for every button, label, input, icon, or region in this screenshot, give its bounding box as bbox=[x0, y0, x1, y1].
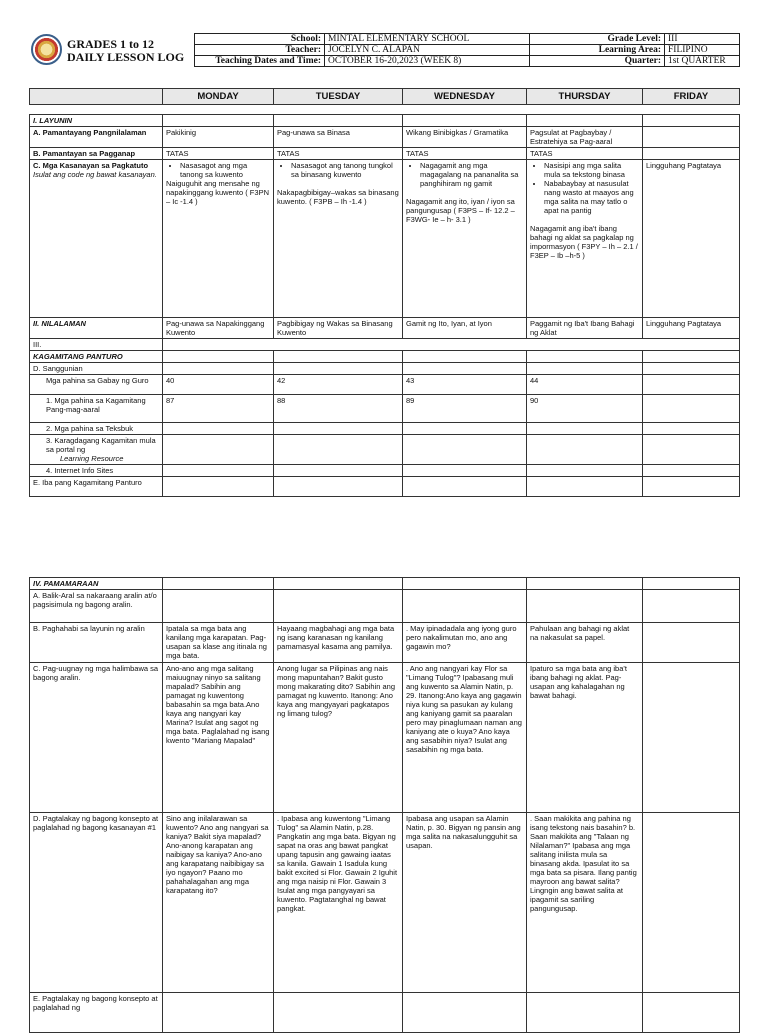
cell: Lingguhang Pagtataya bbox=[643, 318, 740, 339]
cell: Pakikinig bbox=[163, 127, 274, 148]
cell: . May ipinadadala ang iyong guro pero nakalimutan mo, ano ang gagawin mo? bbox=[403, 623, 527, 663]
dates-value: OCTOBER 16-20,2023 (WEEK 8) bbox=[325, 56, 530, 67]
school-label: School: bbox=[195, 34, 325, 45]
karagdagan-cell bbox=[30, 435, 163, 465]
table-row bbox=[30, 318, 740, 339]
cell: Ipabasa ang usapan sa Alamin Natin, p. 30. Bigyan ng pansin ang mga salita na nakasalungguhit sa usapan. bbox=[403, 813, 527, 993]
table-row bbox=[30, 590, 740, 623]
table-row bbox=[30, 115, 740, 127]
cell: Sino ang inilalarawan sa kuwento? Ano ang nangyari sa kaniya? Bakit siya mapalad? Ano-anong karapatan ang naibigay sa kaniya? Ano-ano ang karapatang naibibigay sa iyo ngayon? Paano mo pahahalagahan ang mga karapatang ito? bbox=[163, 813, 274, 993]
table-row bbox=[30, 623, 740, 663]
cell-text: Nakapagbibigay–wakas sa binasang kuwento. ( F3PB – Ih -1.4 ) bbox=[277, 188, 399, 206]
cell: Pahulaan ang bahagi ng aklat na nakasulat sa papel. bbox=[527, 623, 643, 663]
dates-label: Teaching Dates and Time: bbox=[195, 56, 325, 67]
cell: 44 bbox=[527, 375, 643, 395]
day-wednesday: WEDNESDAY bbox=[403, 89, 527, 105]
cell: 43 bbox=[403, 375, 527, 395]
cell: Anong lugar sa Pilipinas ang nais mong mapuntahan? Bakit gusto mong makarating dito? Sabihin ang pamagat ng kuwento. Itanong: Ano kaya ang mangyayari pagkatapos ng limang tulog? bbox=[274, 663, 403, 813]
sanggunian-label: D. Sanggunian bbox=[30, 363, 163, 375]
cell: 90 bbox=[527, 395, 643, 423]
pagtalakay-2-label: E. Pagtalakay ng bagong konsepto at paglalahad ng bbox=[30, 993, 163, 1033]
deped-seal-icon bbox=[31, 34, 62, 65]
grade-value: III bbox=[665, 34, 740, 45]
teacher-label: Teacher: bbox=[195, 45, 325, 56]
paghahabi-label: B. Paghahabi sa layunin ng aralin bbox=[30, 623, 163, 663]
iba-label: E. Iba pang Kagamitang Panturo bbox=[30, 477, 163, 497]
pamantayang-label: A. Pamantayang Pangnilalaman bbox=[30, 127, 163, 148]
layunin-heading: I. LAYUNIN bbox=[30, 115, 163, 127]
cell bbox=[163, 160, 274, 318]
table-row bbox=[30, 351, 740, 363]
pagtalakay-1-label: D. Pagtalakay ng bagong konsepto at paglalahad ng bagong kasanayan #1 bbox=[30, 813, 163, 993]
cell-text: Nagagamit ang ito, iyan / iyon sa pangungusap ( F3PS – If- 12.2 – F3WG- Ie – h- 3.1 ) bbox=[406, 197, 515, 224]
cell: 87 bbox=[163, 395, 274, 423]
table-row bbox=[30, 435, 740, 465]
day-monday: MONDAY bbox=[163, 89, 274, 105]
list-item: • Nababaybay at nasusulat nang wasto at maayos ang mga salita na may tatlo o apat na pantig bbox=[544, 179, 639, 215]
cell bbox=[643, 623, 740, 663]
cell: TATAS bbox=[403, 148, 527, 160]
gabay-label: Mga pahina sa Gabay ng Guro bbox=[30, 375, 163, 395]
karagdagan-label: 3. Karagdagang Kagamitan mula sa portal ng bbox=[46, 436, 156, 454]
table-row bbox=[30, 395, 740, 423]
cell bbox=[643, 375, 740, 395]
cell bbox=[274, 160, 403, 318]
list-item: • Nagagamit ang mga magagalang na pananalita sa panghihiram ng gamit bbox=[420, 161, 523, 188]
cell: Ipatala sa mga bata ang kanilang mga karapatan. Pag-usapan sa klase ang itinala ng mga bata. bbox=[163, 623, 274, 663]
header-info-table bbox=[194, 33, 740, 67]
table-row bbox=[30, 160, 740, 318]
table-row bbox=[30, 127, 740, 148]
karagdagan-italic: Learning Resource bbox=[60, 454, 124, 463]
list-item: • Nasasagot ang mga tanong sa kuwento bbox=[180, 161, 270, 179]
cell: Pagsulat at Pagbaybay / Estratehiya sa Pag-aaral bbox=[527, 127, 643, 148]
iii-label: III. bbox=[30, 339, 163, 351]
quarter-label: Quarter: bbox=[530, 56, 665, 67]
table-row bbox=[30, 465, 740, 477]
kasanayan-label: C. Mga Kasanayan sa Pagkatuto bbox=[33, 161, 149, 170]
cell-text: Nagagamit ang iba't ibang bahagi ng aklat sa pagkalap ng impormasyon ( F3PY – Ih – 2.1 / F3EP – Ib –h-5 ) bbox=[530, 224, 638, 260]
table-row bbox=[30, 148, 740, 160]
pagganap-label: B. Pamantayan sa Pagganap bbox=[30, 148, 163, 160]
table-row bbox=[30, 375, 740, 395]
table-row bbox=[30, 578, 740, 590]
day-friday: FRIDAY bbox=[643, 89, 740, 105]
cell bbox=[643, 148, 740, 160]
grade-label: Grade Level: bbox=[530, 34, 665, 45]
area-label: Learning Area: bbox=[530, 45, 665, 56]
cell: . Saan makikita ang pahina ng isang tekstong nais basahin? b. Saan makikita ang "Talaan ng Nilalaman?" Ipabasa ang mga salitang inilista mula sa binasang akda. Ipasulat ito sa mga bata sa pisara. Ilang pantig mayroon ang bawat salita? Lingngin ang bawat salita at ipagamit sa sariling pangungusap. bbox=[527, 813, 643, 993]
cell: . Ano ang nangyari kay Flor sa "Limang Tulog"? Ipabasang muli ang kuwento sa Alamin Natin, p. 29. Itanong:Ano kaya ang gagawin niya kung sa pasukan ay kulang ang kaniyang gamit sa paaralan pero may pinaglumaan naman ang kaniyang ate o kuya? Ano kaya ang sasabihin niya? Isulat ang sasabihin ng mga bata. bbox=[403, 663, 527, 813]
cell: 89 bbox=[403, 395, 527, 423]
school-value: MINTAL ELEMENTARY SCHOOL bbox=[325, 34, 530, 45]
cell: Lingguhang Pagtataya bbox=[643, 160, 740, 318]
cell: Gamit ng Ito, Iyan, at Iyon bbox=[403, 318, 527, 339]
cell bbox=[643, 395, 740, 423]
procedure-table bbox=[29, 577, 740, 1033]
cell: TATAS bbox=[163, 148, 274, 160]
list-item: • Nasisipi ang mga salita mula sa tekstong binasa bbox=[544, 161, 639, 179]
table-row bbox=[30, 363, 740, 375]
title-line-2: DAILY LESSON LOG bbox=[67, 50, 185, 64]
table-row bbox=[30, 663, 740, 813]
cell: 40 bbox=[163, 375, 274, 395]
kagamitan1-label: 1. Mga pahina sa Kagamitang Pang-mag-aaral bbox=[30, 395, 163, 423]
cell bbox=[403, 160, 527, 318]
kasanayan-note: Isulat ang code ng bawat kasanayan. bbox=[33, 170, 157, 179]
objectives-table bbox=[29, 88, 740, 497]
pag-uugnay-label: C. Pag-uugnay ng mga halimbawa sa bagong aralin. bbox=[30, 663, 163, 813]
cell: Pag-unawa sa Binasa bbox=[274, 127, 403, 148]
cell: Pag-unawa sa Napakinggang Kuwento bbox=[163, 318, 274, 339]
cell: TATAS bbox=[274, 148, 403, 160]
table-row bbox=[30, 813, 740, 993]
cell: Paggamit ng Iba't Ibang Bahagi ng Aklat bbox=[527, 318, 643, 339]
balik-aral-label: A. Balik-Aral sa nakaraang aralin at/o pagsisimula ng bagong aralin. bbox=[30, 590, 163, 623]
cell bbox=[643, 127, 740, 148]
cell bbox=[527, 160, 643, 318]
cell-text: Naiguguhit ang mensahe ng napakinggang kuwento ( F3PN – Ic -1.4 ) bbox=[166, 179, 269, 206]
cell: . Ipabasa ang kuwentong "Limang Tulog" sa Alamin Natin, p.28. Pangkatin ang mga bata. Bigyan ng sapat na oras ang bawat pangkat upang tapusin ang gawaing iaatas sa kanila. Gawain 1 Isadula kung bakit excited si Flor. Gawain 2 Iguhit ang mga naisip ni Flor. Gawain 3 Isulat ang mga pangyayari sa kuwento. Pagtatanghal ng bawat pangkat. bbox=[274, 813, 403, 993]
cell: Pagbibigay ng Wakas sa Binasang Kuwento bbox=[274, 318, 403, 339]
table-row bbox=[30, 423, 740, 435]
cell: TATAS bbox=[527, 148, 643, 160]
cell: 42 bbox=[274, 375, 403, 395]
table-row bbox=[30, 993, 740, 1033]
teacher-value: JOCELYN C. ALAPAN bbox=[325, 45, 530, 56]
cell: Ipaturo sa mga bata ang iba't ibang bahagi ng aklat. Pag-usapan ang kahalagahan ng bawat bahagi. bbox=[527, 663, 643, 813]
blank-header-cell bbox=[30, 89, 163, 105]
cell: Wikang Binibigkas / Gramatika bbox=[403, 127, 527, 148]
document-title bbox=[67, 38, 184, 64]
cell: 88 bbox=[274, 395, 403, 423]
internet-label: 4. Internet Info Sites bbox=[30, 465, 163, 477]
area-value: FILIPINO bbox=[665, 45, 740, 56]
kagamitan-heading: KAGAMITANG PANTURO bbox=[30, 351, 163, 363]
cell bbox=[643, 813, 740, 993]
quarter-value: 1st QUARTER bbox=[665, 56, 740, 67]
cell: Ano-ano ang mga salitang maiuugnay ninyo sa salitang mapalad? Sabihin ang pamagat ng kuwentong babasahin sa mga bata.Ano kaya ang nangyari kay Marina? Isulat ang sagot ng mga bata. Paglalahad ng isang kwento "Mariang Mapalad" bbox=[163, 663, 274, 813]
days-header-row bbox=[30, 89, 740, 105]
table-row bbox=[30, 477, 740, 497]
day-tuesday: TUESDAY bbox=[274, 89, 403, 105]
nilalaman-heading: II. NILALAMAN bbox=[30, 318, 163, 339]
kasanayan-label-cell bbox=[30, 160, 163, 318]
table-row bbox=[30, 339, 740, 351]
list-item: • Nasasagot ang tanong tungkol sa binasang kuwento bbox=[291, 161, 399, 179]
title-line-1: GRADES 1 to 12 bbox=[67, 37, 155, 51]
day-thursday: THURSDAY bbox=[527, 89, 643, 105]
pamamaraan-heading: IV. PAMAMARAAN bbox=[30, 578, 163, 590]
teksbuk-label: 2. Mga pahina sa Teksbuk bbox=[30, 423, 163, 435]
cell: Hayaang magbahagi ang mga bata ng isang karanasan ng kanilang pamamasyal kasama ang pamilya. bbox=[274, 623, 403, 663]
cell bbox=[643, 663, 740, 813]
